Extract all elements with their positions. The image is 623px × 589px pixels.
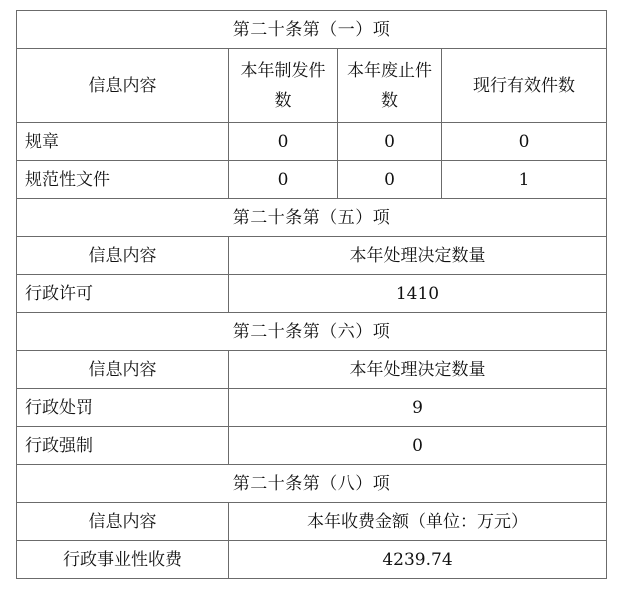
table-row <box>17 389 607 427</box>
table-header-row <box>17 351 607 389</box>
header-decision-count: 本年处理决定数量 <box>229 237 607 275</box>
cell-valid: 0 <box>442 123 607 161</box>
table-row <box>17 275 607 313</box>
table-row <box>17 541 607 579</box>
header-info-content: 信息内容 <box>17 351 229 389</box>
section-header-row <box>17 199 607 237</box>
header-info-content: 信息内容 <box>17 49 229 123</box>
table-row <box>17 161 607 199</box>
header-info-content: 信息内容 <box>17 237 229 275</box>
section-header-row <box>17 465 607 503</box>
header-issued-count: 本年制发件数 <box>229 49 338 123</box>
section-header-row <box>17 11 607 49</box>
row-label: 行政许可 <box>17 275 229 313</box>
cell-repealed: 0 <box>338 161 442 199</box>
row-label: 行政处罚 <box>17 389 229 427</box>
cell-issued: 0 <box>229 161 338 199</box>
cell-valid: 1 <box>442 161 607 199</box>
section-title-20-1: 第二十条第（一）项 <box>17 11 607 49</box>
header-repealed-count: 本年废止件数 <box>338 49 442 123</box>
header-valid-count: 现行有效件数 <box>442 49 607 123</box>
table-header-row <box>17 49 607 123</box>
table-header-row <box>17 237 607 275</box>
row-label: 规章 <box>17 123 229 161</box>
row-label: 行政事业性收费 <box>17 541 229 579</box>
disclosure-table <box>16 10 607 579</box>
header-fee-amount: 本年收费金额（单位：万元） <box>229 503 607 541</box>
cell-decision-count: 0 <box>229 427 607 465</box>
row-label: 行政强制 <box>17 427 229 465</box>
table-header-row <box>17 503 607 541</box>
section-title-20-6: 第二十条第（六）项 <box>17 313 607 351</box>
cell-fee-amount: 4239.74 <box>229 541 607 579</box>
table-row <box>17 427 607 465</box>
section-title-20-5: 第二十条第（五）项 <box>17 199 607 237</box>
cell-issued: 0 <box>229 123 338 161</box>
header-decision-count: 本年处理决定数量 <box>229 351 607 389</box>
row-label: 规范性文件 <box>17 161 229 199</box>
cell-repealed: 0 <box>338 123 442 161</box>
cell-decision-count: 9 <box>229 389 607 427</box>
table-row <box>17 123 607 161</box>
section-title-20-8: 第二十条第（八）项 <box>17 465 607 503</box>
section-header-row <box>17 313 607 351</box>
cell-decision-count: 1410 <box>229 275 607 313</box>
header-info-content: 信息内容 <box>17 503 229 541</box>
